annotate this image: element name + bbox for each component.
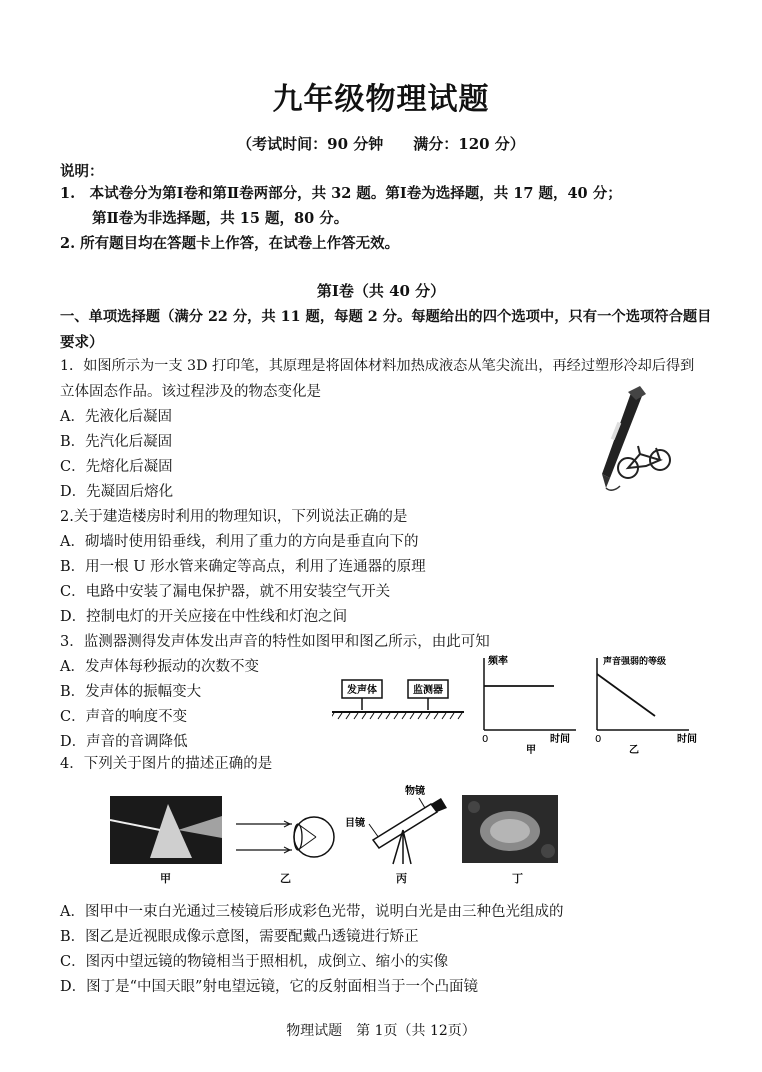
q1-option-c: C．先熔化后凝固 <box>60 459 173 475</box>
q3-option-c: C．声音的响度不变 <box>60 709 188 725</box>
fast-telescope-photo <box>462 795 558 863</box>
fig-d-caption: 丁 <box>512 872 523 885</box>
eye-lens <box>294 824 302 850</box>
graph-frequency <box>470 650 580 754</box>
fig-b-caption: 乙 <box>280 872 291 885</box>
q2-stem: 2.关于建造楼房时利用的物理知识，下列说法正确的是 <box>60 509 408 525</box>
prism-figure <box>110 796 222 864</box>
q1-option-a: A．先液化后凝固 <box>60 409 172 425</box>
q3-option-d: D．声音的音调降低 <box>60 734 188 750</box>
source-label: 发声体 <box>347 685 377 696</box>
q2-option-b: B．用一根 U 形水管来确定等高点，利用了连通器的原理 <box>60 559 426 575</box>
q4-option-c: C．图丙中望远镜的物镜相当于照相机，成倒立、缩小的实像 <box>60 954 449 970</box>
q1-stem-line-2: 立体固态作品。该过程涉及的物态变化是 <box>60 384 321 400</box>
instruction-1-line-1: 1. 本试卷分为第Ⅰ卷和第Ⅱ卷两部分，共 32 题。第Ⅰ卷为选择题，共 17 题，40 分； <box>60 185 622 202</box>
section-heading-line-1: 一、单项选择题（满分 22 分，共 11 题，每题 2 分。每题给出的四个选项中，只有一个选项符合题目 <box>60 309 712 325</box>
q4-stem: 4．下列关于图片的描述正确的是 <box>60 756 273 772</box>
graph-b-ylabel: 声音强弱的等级 <box>603 657 667 667</box>
3d-pen-icon <box>602 386 646 490</box>
section-title: 第Ⅰ卷（共 40 分） <box>316 282 446 300</box>
q3-stem: 3．监测器测得发声体发出声音的特性如图甲和图乙所示，由此可知 <box>60 634 490 650</box>
q3-option-b: B．发声体的振幅变大 <box>60 684 202 700</box>
instruction-1-line-2: 第Ⅱ卷为非选择题，共 15 题，80 分。 <box>92 210 349 227</box>
q2-option-d: D．控制电灯的开关应接在中性线和灯泡之间 <box>60 609 348 625</box>
q1-option-d: D．先凝固后熔化 <box>60 484 174 500</box>
q2-option-a: A．砌墙时使用铅垂线，利用了重力的方向是垂直向下的 <box>60 534 419 550</box>
instructions-label: 说明： <box>60 163 104 180</box>
page-footer: 物理试题 第 1页（共 12页） <box>286 1023 476 1039</box>
q4-option-a: A．图甲中一束白光通过三棱镜后形成彩色光带，说明白光是由三种色光组成的 <box>60 904 564 920</box>
q2-option-c: C．电路中安装了漏电保护器，就不用安装空气开关 <box>60 584 391 600</box>
monitor-label: 监测器 <box>413 685 443 696</box>
q3-option-a: A．发声体每秒振动的次数不变 <box>60 659 259 675</box>
q4-option-d: D．图丁是“中国天眼”射电望远镜，它的反射面相当于一个凸面镜 <box>60 979 478 995</box>
3d-pen-figure <box>580 382 680 497</box>
graph-a-ylabel: 频率 <box>488 656 508 667</box>
graph-b-origin: 0 <box>595 734 602 745</box>
graph-loudness <box>585 650 710 754</box>
eyepiece-label: 目镜 <box>345 818 365 829</box>
page-title: 九年级物理试题 <box>272 82 490 117</box>
q1-option-b: B．先汽化后凝固 <box>60 434 173 450</box>
graph-a-origin: 0 <box>482 734 489 745</box>
q4-option-b: B．图乙是近视眼成像示意图，需要配戴凸透镜进行矫正 <box>60 929 419 945</box>
graph-b-caption: 乙 <box>629 745 639 754</box>
fig-a-caption: 甲 <box>160 872 171 885</box>
q1-stem-line-1: 1．如图所示为一支 3D 打印笔，其原理是将固体材料加热成液态从笔尖流出，再经过塑形冷却后得到 <box>60 358 695 374</box>
section-heading-line-2: 要求） <box>60 334 104 351</box>
eyeball <box>294 817 334 857</box>
objective-label: 物镜 <box>405 786 425 797</box>
fig-c-caption: 丙 <box>396 872 407 885</box>
telescope-figure <box>345 782 455 868</box>
loudness-line <box>597 674 655 716</box>
sound-setup-figure <box>332 676 466 724</box>
graph-a-caption: 甲 <box>526 745 536 754</box>
graph-a-xlabel: 时间 <box>550 734 570 745</box>
instruction-2: 2. 所有题目均在答题卡上作答，在试卷上作答无效。 <box>60 235 400 252</box>
eye-diagram <box>236 810 336 866</box>
exam-info: （考试时间：90 分钟 满分：120 分） <box>237 135 525 153</box>
bicycle-icon <box>618 446 670 478</box>
graph-b-xlabel: 时间 <box>677 734 697 745</box>
